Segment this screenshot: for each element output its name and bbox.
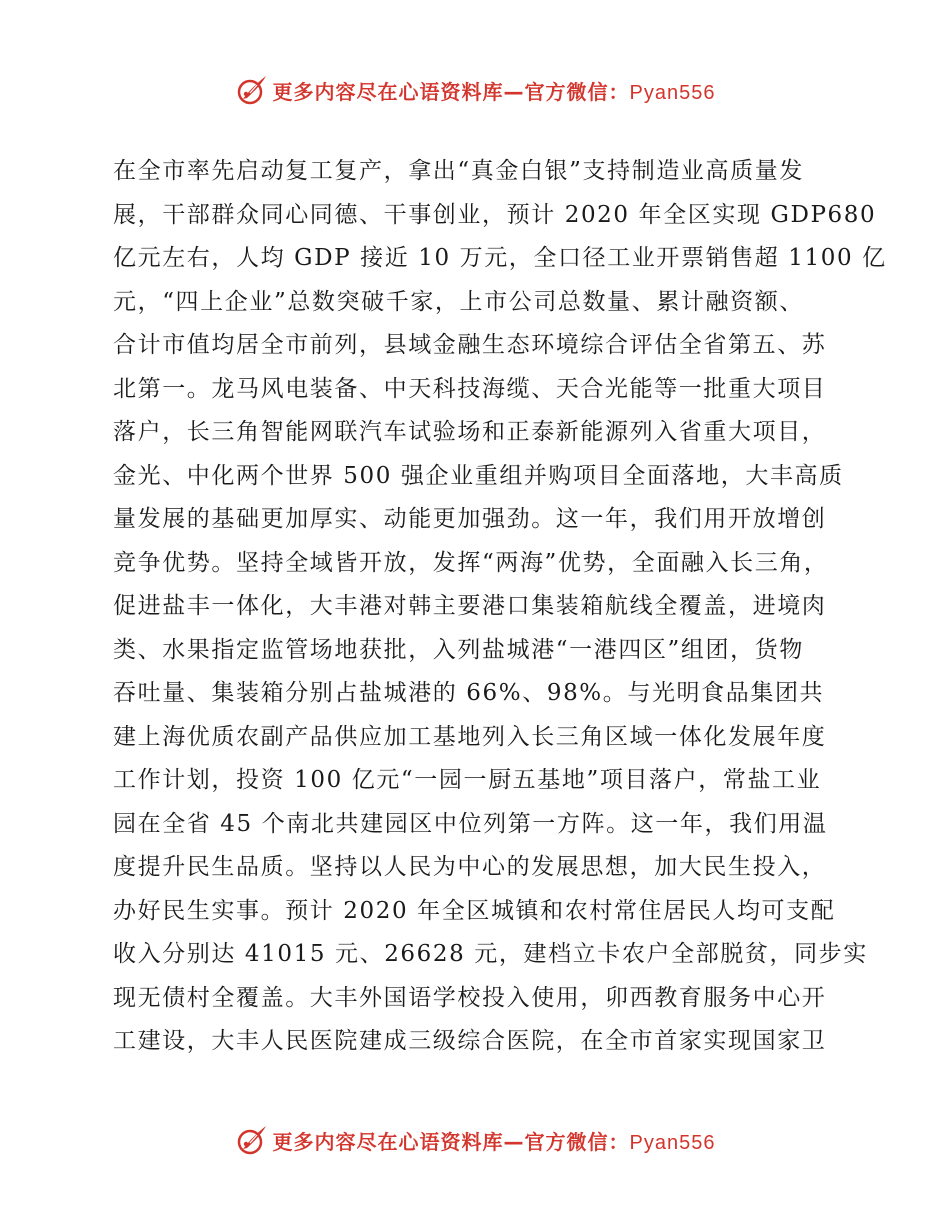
footer-banner: [0, 1120, 950, 1160]
banner-wechat-id: Pyan556: [629, 81, 716, 104]
banner-text: [273, 1126, 716, 1155]
header-banner: [0, 70, 950, 110]
body-line: 收入分别达 41015 元、26628 元，建档立卡农户全部脱贫，同步实: [113, 941, 868, 967]
body-line: 度提升民生品质。坚持以人民为中心的发展思想，加大民生投入，: [113, 854, 827, 880]
body-line: 园在全省 45 个南北共建园区中位列第一方阵。这一年，我们用温: [113, 810, 828, 837]
body-line: 办好民生实事。预计 2020 年全区城镇和农村常住居民人均可支配: [113, 897, 836, 924]
body-line: 促进盐丰一体化，大丰港对韩主要港口集装箱航线全覆盖，进境肉: [113, 593, 827, 619]
body-line: 合计市值均居全市前列，县域金融生态环境综合评估全省第五、苏: [113, 332, 827, 358]
body-line: 亿元左右，人均 GDP 接近 10 万元，全口径工业开票销售超 1100 亿: [113, 245, 887, 271]
body-line: 吞吐量、集装箱分别占盐城港的 66%、98%。与光明食品集团共: [113, 680, 825, 706]
body-line: 落户，长三角智能网联汽车试验场和正泰新能源列入省重大项目，: [113, 419, 827, 445]
banner-text: [273, 76, 716, 105]
banner-label: 更多内容尽在心语资料库—官方微信：: [272, 79, 630, 104]
body-line: 展，干部群众同心同德、干事创业，预计 2020 年全区实现 GDP680: [113, 201, 877, 228]
quill-logo-icon: [235, 73, 269, 107]
body-line: 建上海优质农副产品供应加工基地列入长三角区域一体化发展年度: [113, 723, 827, 750]
body-line: 工作计划，投资 100 亿元“一园一厨五基地”项目落户，常盐工业: [113, 767, 822, 793]
body-line: 竞争优势。坚持全域皆开放，发挥“两海”优势，全面融入长三角，: [113, 549, 829, 576]
body-line: 工建设，大丰人民医院建成三级综合医院，在全市首家实现国家卫: [113, 1028, 827, 1054]
body-line: 量发展的基础更加厚实、动能更加强劲。这一年，我们用开放增创: [113, 506, 827, 532]
body-line: 北第一。龙马风电装备、中天科技海缆、天合光能等一批重大项目: [113, 375, 827, 402]
body-line: 类、水果指定监管场地获批，入列盐城港“一港四区”组团，货物: [113, 636, 804, 663]
banner-wechat-id: Pyan556: [629, 1131, 716, 1154]
banner-label: 更多内容尽在心语资料库—官方微信：: [272, 1129, 630, 1154]
document-body: [113, 150, 887, 1064]
body-line: 元，“四上企业”总数突破千家，上市公司总数量、累计融资额、: [113, 288, 804, 315]
body-line: 现无债村全覆盖。大丰外国语学校投入使用，卯西教育服务中心开: [113, 984, 827, 1011]
quill-logo-icon: [235, 1123, 269, 1157]
body-line: 金光、中化两个世界 500 强企业重组并购项目全面落地，大丰高质: [113, 462, 844, 489]
body-line: 在全市率先启动复工复产，拿出“真金白银”支持制造业高质量发: [113, 158, 804, 184]
